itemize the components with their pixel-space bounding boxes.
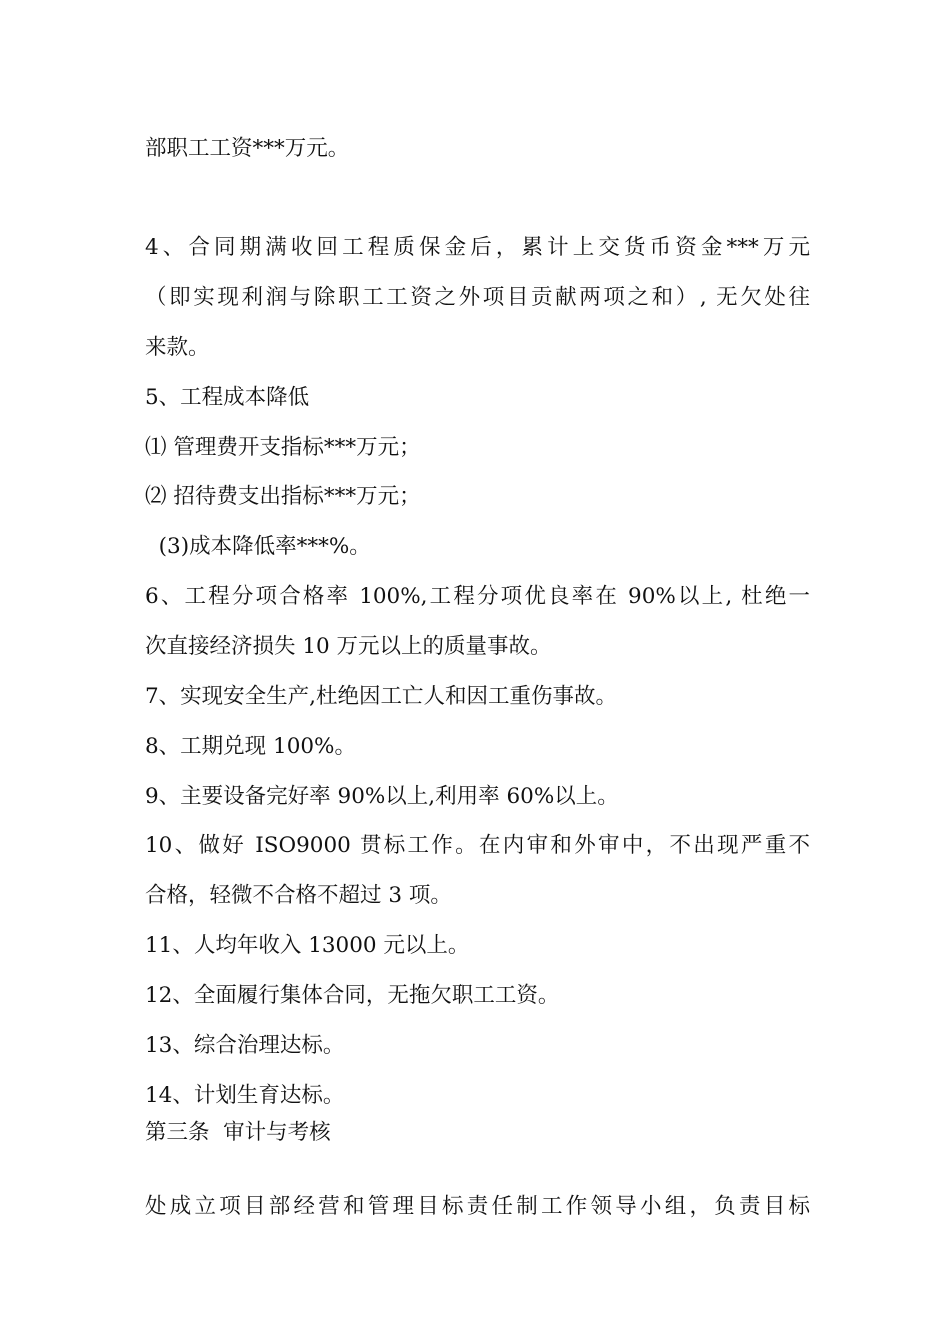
text-line: 合格，轻微不合格不超过 3 项。 xyxy=(145,883,452,908)
text-line: ⑴ 管理费开支指标***万元； xyxy=(145,435,421,460)
text-line: 8、工期兑现 100%。 xyxy=(145,734,356,759)
section-heading: 第三条 审计与考核 xyxy=(145,1120,331,1145)
text-line: 13、综合治理达标。 xyxy=(145,1033,345,1058)
text-line: 14、计划生育达标。 xyxy=(145,1083,345,1108)
text-line: ⑵ 招待费支出指标***万元； xyxy=(145,484,421,509)
text-line: 次直接经济损失 10 万元以上的质量事故。 xyxy=(145,634,552,659)
text-line: 11、人均年收入 13000 元以上。 xyxy=(145,933,470,958)
text-line: 9、主要设备完好率 90%以上,利用率 60%以上。 xyxy=(145,784,619,809)
text-line: (3)成本降低率***%。 xyxy=(145,534,371,559)
text-line: 4、合同期满收回工程质保金后，累计上交货币资金***万元 xyxy=(145,235,810,260)
text-line: 来款。 xyxy=(145,335,210,360)
text-line: 处成立项目部经营和管理目标责任制工作领导小组，负责目标 xyxy=(145,1194,810,1219)
text-line: 10、做好 ISO9000 贯标工作。在内审和外审中，不出现严重不 xyxy=(145,833,810,858)
text-line: 7、实现安全生产,杜绝因工亡人和因工重伤事故。 xyxy=(145,684,618,709)
text-line: （即实现利润与除职工工资之外项目贡献两项之和）, 无欠处往 xyxy=(145,285,810,310)
text-line: 部职工工资***万元。 xyxy=(145,136,350,161)
text-line: 12、全面履行集体合同，无拖欠职工工资。 xyxy=(145,983,560,1008)
text-line: 6、工程分项合格率 100%,工程分项优良率在 90%以上, 杜绝一 xyxy=(145,584,810,609)
text-line: 5、工程成本降低 xyxy=(145,385,310,410)
